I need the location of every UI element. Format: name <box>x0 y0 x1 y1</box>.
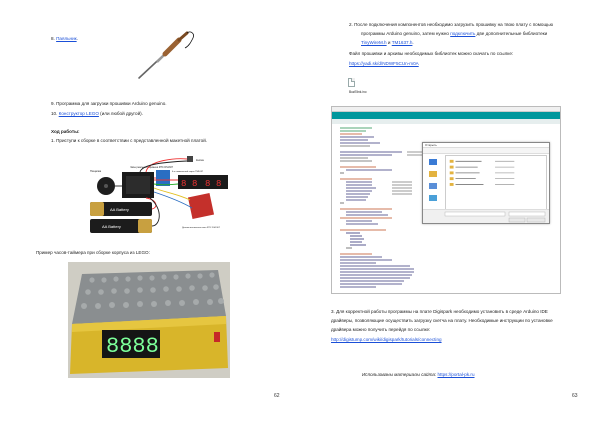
lego-display-digits: 8888 <box>106 334 159 359</box>
network-icon <box>429 195 437 201</box>
step-2-line-1: 2. После подключения компонентов необходимо загрузить прошивку на твою плату с помощью <box>349 22 554 27</box>
button-icon <box>187 156 193 162</box>
desktop-icon <box>429 159 437 165</box>
dialog-footer <box>423 209 549 223</box>
clock-module-label: Часы реального времени RTC DS1307 <box>130 166 173 169</box>
ino-file-icon[interactable] <box>348 78 355 87</box>
work-heading: Ход работы: <box>51 129 80 134</box>
battery-bottom-label: AA Battery <box>102 224 121 229</box>
rtc-module-icon <box>156 170 170 186</box>
dialog-cancel-button <box>527 218 545 222</box>
photo-caption: Пример часов-таймера при сборке корпуса из LEGO: <box>36 250 150 255</box>
svg-text:8: 8 <box>216 179 222 189</box>
lego-constructor-link[interactable]: Конструктор LEGO <box>58 111 99 116</box>
dialog-filename-input <box>445 212 505 216</box>
right-page-number: 63 <box>572 393 578 399</box>
item-8-number: 8. <box>51 36 57 41</box>
source-credit: Использованы материалы сайта: https://portal-pk.ru <box>362 372 475 377</box>
dialog-sidebar <box>425 155 441 211</box>
step-1: 1. Приступи к сборке в соответствии с представленной макетной платой. <box>51 138 208 143</box>
soldering-iron-link[interactable]: Паяльник <box>56 36 77 41</box>
lego-timer-photo <box>68 262 230 378</box>
left-page-number: 62 <box>274 393 280 399</box>
svg-text:8: 8 <box>205 179 211 189</box>
digistump-link[interactable]: http://digistump.com/wiki/digispark/tutorials/connecting <box>331 337 442 342</box>
dialog-file-list[interactable] <box>445 155 547 211</box>
step-3-line-3: драйвера можно получить перейдя по ссылке: <box>331 327 431 332</box>
step-3-line-1: 3. Для корректной работы программы на плате Digispark необходимо установить в среде Arduino IDE <box>331 309 548 314</box>
ide-toolbar <box>332 112 560 119</box>
item-10: 10. Конструктор LEGO (или любой другой). <box>51 111 143 116</box>
display-label: 4-х символьный экран TM1637 <box>172 171 204 173</box>
item-9: 9. Программа для загрузки прошивки Arduino genuino. <box>51 101 167 106</box>
folder-icon <box>429 171 437 177</box>
step-2-line-2: программы Arduino genuino, затем нужно подключить две дополнительные библиотеки <box>361 31 548 36</box>
portal-pk-link[interactable]: https://portal-pk.ru <box>437 372 475 377</box>
dialog-title: Открыть <box>423 143 549 148</box>
dialog-toolbar <box>423 148 549 154</box>
open-file-dialog <box>422 142 550 224</box>
lego-red-button-icon <box>214 332 220 342</box>
dialog-open-button <box>509 218 525 222</box>
connect-library-link[interactable]: подключить <box>450 31 476 36</box>
svg-text:8: 8 <box>181 179 187 189</box>
tm1637-link[interactable]: TM1637.h <box>391 40 413 45</box>
step-3-line-2: драйверы, позволяющие осуществить загрузку скетча на плату. Необходимые инструкции по установке <box>331 318 553 323</box>
download-text: Файл прошивки и архивы необходимых библиотек можно скачать по ссылке: <box>349 51 514 56</box>
item-8: 8. Паяльник. <box>51 36 78 41</box>
file-name: BuzElink.ino <box>349 90 367 94</box>
magnetic-sensor-icon <box>188 193 214 219</box>
buzzer-label: Пищалка <box>90 170 102 173</box>
circuit-diagram <box>86 150 236 238</box>
soldering-iron-image <box>135 28 197 80</box>
battery-top-label: AA Battery <box>110 207 129 212</box>
sensor-label: Датчик магнитного поля RTC DS1307 <box>182 227 220 229</box>
download-link[interactable]: https://yadi.sk/d/NDWF5CUn-m0A <box>349 61 419 66</box>
libraries-line: TinyWireM.h и TM1637.h. <box>361 40 414 45</box>
svg-text:8: 8 <box>192 179 198 189</box>
tinywirem-link[interactable]: TinyWireM.h <box>361 40 387 45</box>
computer-icon <box>429 183 437 189</box>
arduino-ide-screenshot <box>331 106 561 294</box>
dialog-filetype-select <box>509 212 545 216</box>
button-label: Кнопка <box>196 159 204 162</box>
